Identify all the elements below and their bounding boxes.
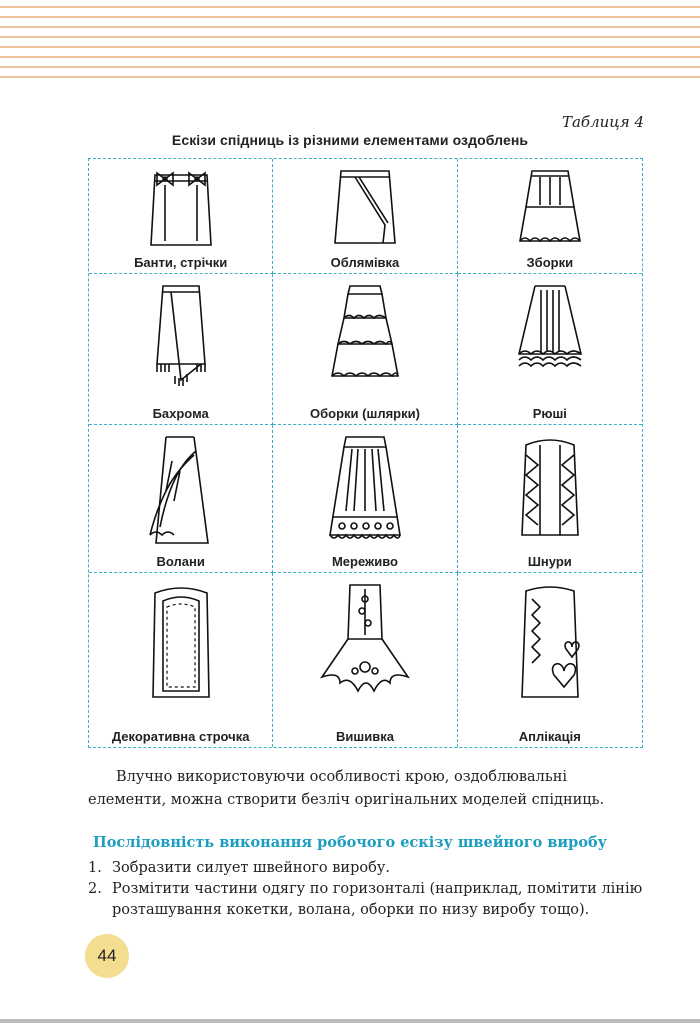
skirt-applique-icon <box>510 579 590 707</box>
skirt-binding-icon <box>325 165 405 247</box>
page-number-text: 44 <box>97 946 117 965</box>
table-cell <box>458 159 642 274</box>
cell-label: Облямівка <box>330 255 400 270</box>
list-item <box>88 858 653 879</box>
skirt-stitching-icon <box>141 579 221 707</box>
footer-line <box>0 1019 700 1023</box>
table-cell <box>273 159 457 274</box>
skirt-ruches-icon <box>505 280 595 390</box>
skirt-frills-icon <box>320 280 410 390</box>
cell-label: Вишивка <box>336 729 394 744</box>
skirt-bows-icon <box>141 165 221 247</box>
table-cell <box>458 425 642 573</box>
step-number: 1. <box>88 860 102 876</box>
table-cell <box>458 274 642 425</box>
skirt-sketch-table <box>88 158 643 748</box>
cell-label: Декоративна строчка <box>111 729 250 744</box>
table-cell <box>273 425 457 573</box>
skirt-flounces-icon <box>136 431 226 549</box>
table-cell <box>458 573 642 747</box>
table-cell <box>273 573 457 747</box>
table-title: Ескізи спідниць із різними елементами оздоблень <box>171 132 529 148</box>
body-paragraph: Влучно використовуючи особливості крою, оздоблювальні елементи, можна створити безліч оригінальних моделей спідниць. <box>88 769 605 808</box>
table-cell <box>273 274 457 425</box>
step-text: Розмітити частини одягу по горизонталі (наприклад, помітити лінію розташування кокетки, волана, оборки по низу виробу тощо). <box>112 881 643 918</box>
step-number: 2. <box>88 881 102 897</box>
skirt-cords-icon <box>510 431 590 549</box>
cell-label: Рюші <box>532 406 567 421</box>
skirt-gathers-icon <box>510 165 590 247</box>
cell-label: Шнури <box>527 554 572 569</box>
cell-label: Банти, стрічки <box>134 255 228 270</box>
cell-label: Волани <box>156 554 205 569</box>
table-cell <box>89 159 273 274</box>
skirt-embroidery-icon <box>310 579 420 709</box>
skirt-fringe-icon <box>141 280 221 390</box>
table-caption: Таблиця 4 <box>561 113 644 131</box>
section-subheading: Послідовність виконання робочого ескізу швейного виробу <box>93 834 607 851</box>
page-number <box>85 934 129 978</box>
cell-label: Мереживо <box>331 554 398 569</box>
cell-label: Бахрома <box>152 406 209 421</box>
cell-label: Аплікація <box>518 729 581 744</box>
cell-label: Оборки (шлярки) <box>310 406 420 421</box>
steps-list <box>88 858 653 921</box>
cell-label: Зборки <box>526 255 574 270</box>
step-text: Зобразити силует швейного виробу. <box>112 860 390 876</box>
header-stripes <box>0 0 700 80</box>
list-item <box>88 879 653 921</box>
table-cell <box>89 274 273 425</box>
skirt-lace-icon <box>318 431 412 549</box>
table-cell <box>89 425 273 573</box>
table-cell <box>89 573 273 747</box>
